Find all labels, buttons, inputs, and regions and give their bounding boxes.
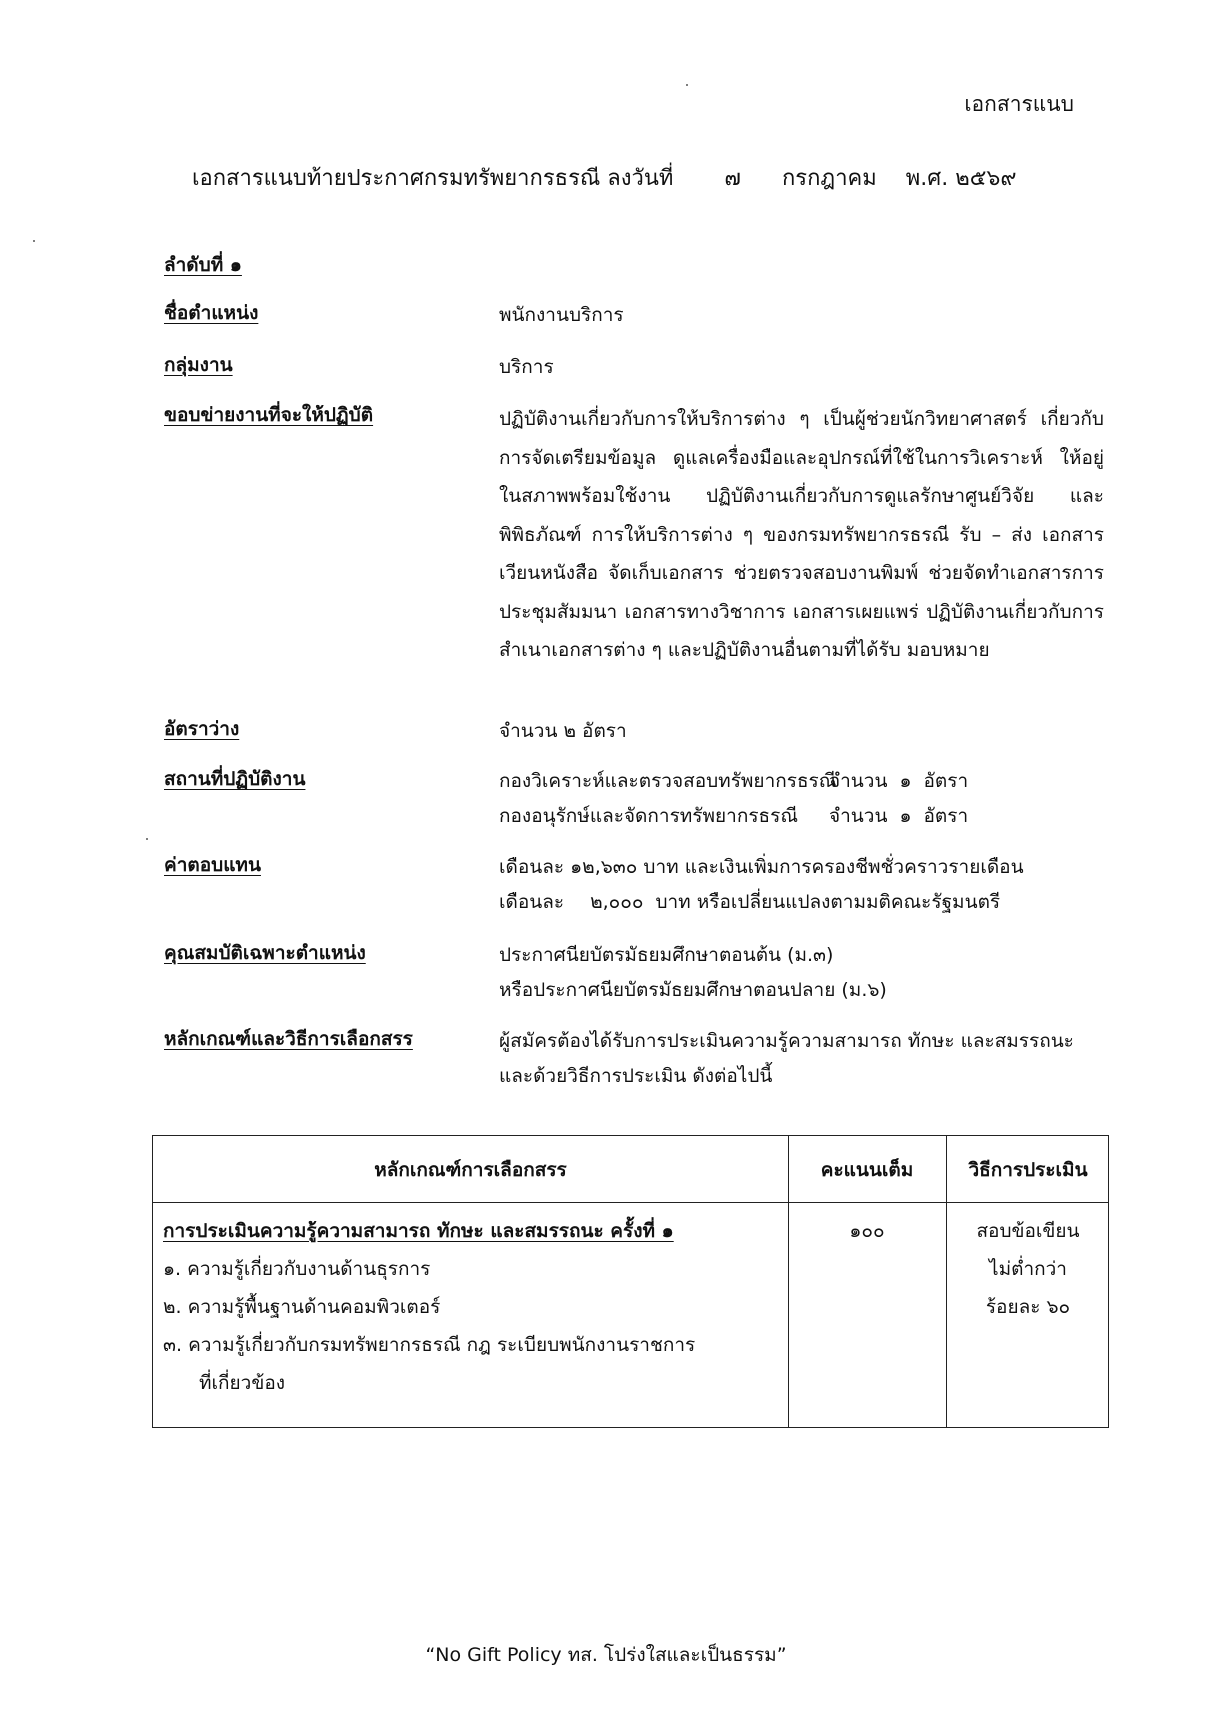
- criteria-table: [152, 1135, 1109, 1428]
- qualification-value: ประกาศนียบัตรมัธยมศึกษาตอนต้น (ม.๓) หรือประกาศนียบัตรมัธยมศึกษาตอนปลาย (ม.๖): [499, 944, 887, 1001]
- title-prefix: เอกสารแนบท้ายประกาศกรมทรัพยากรธรณี ลงวันที่: [192, 166, 674, 191]
- document-title: [192, 160, 1016, 195]
- criteria-item: ๒. ความรู้พื้นฐานด้านคอมพิวเตอร์: [163, 1296, 441, 1318]
- title-year: พ.ศ. ๒๕๖๙: [905, 166, 1017, 191]
- criteria-item-continuation: ที่เกี่ยวข้อง: [199, 1372, 286, 1394]
- order-label: ลำดับที่ ๑: [164, 254, 242, 276]
- workplace-line-1: กองวิเคราะห์และตรวจสอบทรัพยากรธรณีจำนวน ๑ อัตรา: [499, 770, 969, 792]
- selection-label: หลักเกณฑ์และวิธีการเลือกสรร: [164, 1028, 413, 1050]
- workplace-line-2: กองอนุรักษ์และจัดการทรัพยากรธรณี จำนวน ๑ อัตรา: [499, 805, 969, 827]
- selection-value: ผู้สมัครต้องได้รับการประเมินความรู้ความสามารถ ทักษะ และสมรรถนะ และด้วยวิธีการประเมิน ดังต่อไปนี้: [499, 1030, 1074, 1087]
- attachment-label: เอกสารแนบ: [964, 92, 1074, 116]
- workplace-label: สถานที่ปฏิบัติงาน: [164, 768, 306, 790]
- full-score-cell: ๑๐๐: [849, 1220, 885, 1242]
- criteria-item: ๓. ความรู้เกี่ยวกับกรมทรัพยากรธรณี กฎ ระเบียบพนักงานราชการ: [163, 1334, 696, 1356]
- workplace-value: [499, 764, 1104, 834]
- scan-speck: [146, 838, 148, 840]
- method-cell: สอบข้อเขียน ไม่ต่ำกว่า ร้อยละ ๖๐: [976, 1220, 1080, 1318]
- work-group-value: บริการ: [499, 356, 554, 378]
- position-name-value: พนักงานบริการ: [499, 304, 624, 326]
- header-criteria: หลักเกณฑ์การเลือกสรร: [374, 1158, 567, 1181]
- header-full-score: คะแนนเต็ม: [820, 1158, 914, 1181]
- compensation-line-2: เดือนละ ๒,๐๐๐ บาท หรือเปลี่ยนแปลงตามมติคณะรัฐมนตรี: [499, 891, 1001, 913]
- criteria-item: ๑. ความรู้เกี่ยวกับงานด้านธุรการ: [163, 1258, 431, 1280]
- scope-label: ขอบข่ายงานที่จะให้ปฏิบัติ: [164, 404, 374, 426]
- position-name-label: ชื่อตำแหน่ง: [164, 302, 259, 324]
- vacancy-label: อัตราว่าง: [164, 718, 240, 740]
- scan-speck: [686, 84, 688, 86]
- title-day: ๗: [724, 166, 741, 191]
- footer-policy: “No Gift Policy ทส. โปร่งใสและเป็นธรรม”: [425, 1644, 787, 1666]
- compensation-label: ค่าตอบแทน: [164, 854, 261, 876]
- header-method: วิธีการประเมิน: [968, 1158, 1088, 1181]
- title-month: กรกฎาคม: [781, 166, 877, 191]
- compensation-value: เดือนละ ๑๒,๖๓๐ บาท และเงินเพิ่มการครองชีพชั่วคราวรายเดือน เดือนละ ๒,๐๐๐ บาท หรือเปลี่ยนแปลงตามมติคณะรัฐมนตรี: [499, 850, 1104, 920]
- scope-value: ปฏิบัติงานเกี่ยวกับการให้บริการต่าง ๆ เป็นผู้ช่วยนักวิทยาศาสตร์ เกี่ยวกับการจัดเตรียมข้อมูล ดูแลเครื่องมือและอุปกรณ์ที่ใช้ในการวิเคราะห์ ให้อยู่ในสภาพพร้อมใช้งาน ปฏิบัติงานเกี่ยวกับการดูแลรักษาศูนย์วิจัย และพิพิธภัณฑ์ การให้บริการต่าง ๆ ของกรมทรัพยากรธรณี รับ – ส่ง เอกสาร เวียนหนังสือ จัดเก็บเอกสาร ช่วยตรวจสอบงานพิมพ์ ช่วยจัดทำเอกสารการประชุมสัมมนา เอกสารทางวิชาการ เอกสารเผยแพร่ ปฏิบัติงานเกี่ยวกับการสำเนาเอกสารต่าง ๆ และปฏิบัติงานอื่นตามที่ได้รับ มอบหมาย: [499, 408, 1104, 661]
- scan-speck: [33, 240, 35, 242]
- criteria-table-header: [153, 1136, 1108, 1203]
- qualification-label: คุณสมบัติเฉพาะตำแหน่ง: [164, 942, 366, 964]
- vacancy-value: จำนวน ๒ อัตรา: [499, 720, 627, 742]
- criteria-section-heading: การประเมินความรู้ความสามารถ ทักษะ และสมรรถนะ ครั้งที่ ๑: [163, 1220, 674, 1242]
- criteria-cell: [163, 1212, 778, 1402]
- work-group-label: กลุ่มงาน: [164, 354, 233, 376]
